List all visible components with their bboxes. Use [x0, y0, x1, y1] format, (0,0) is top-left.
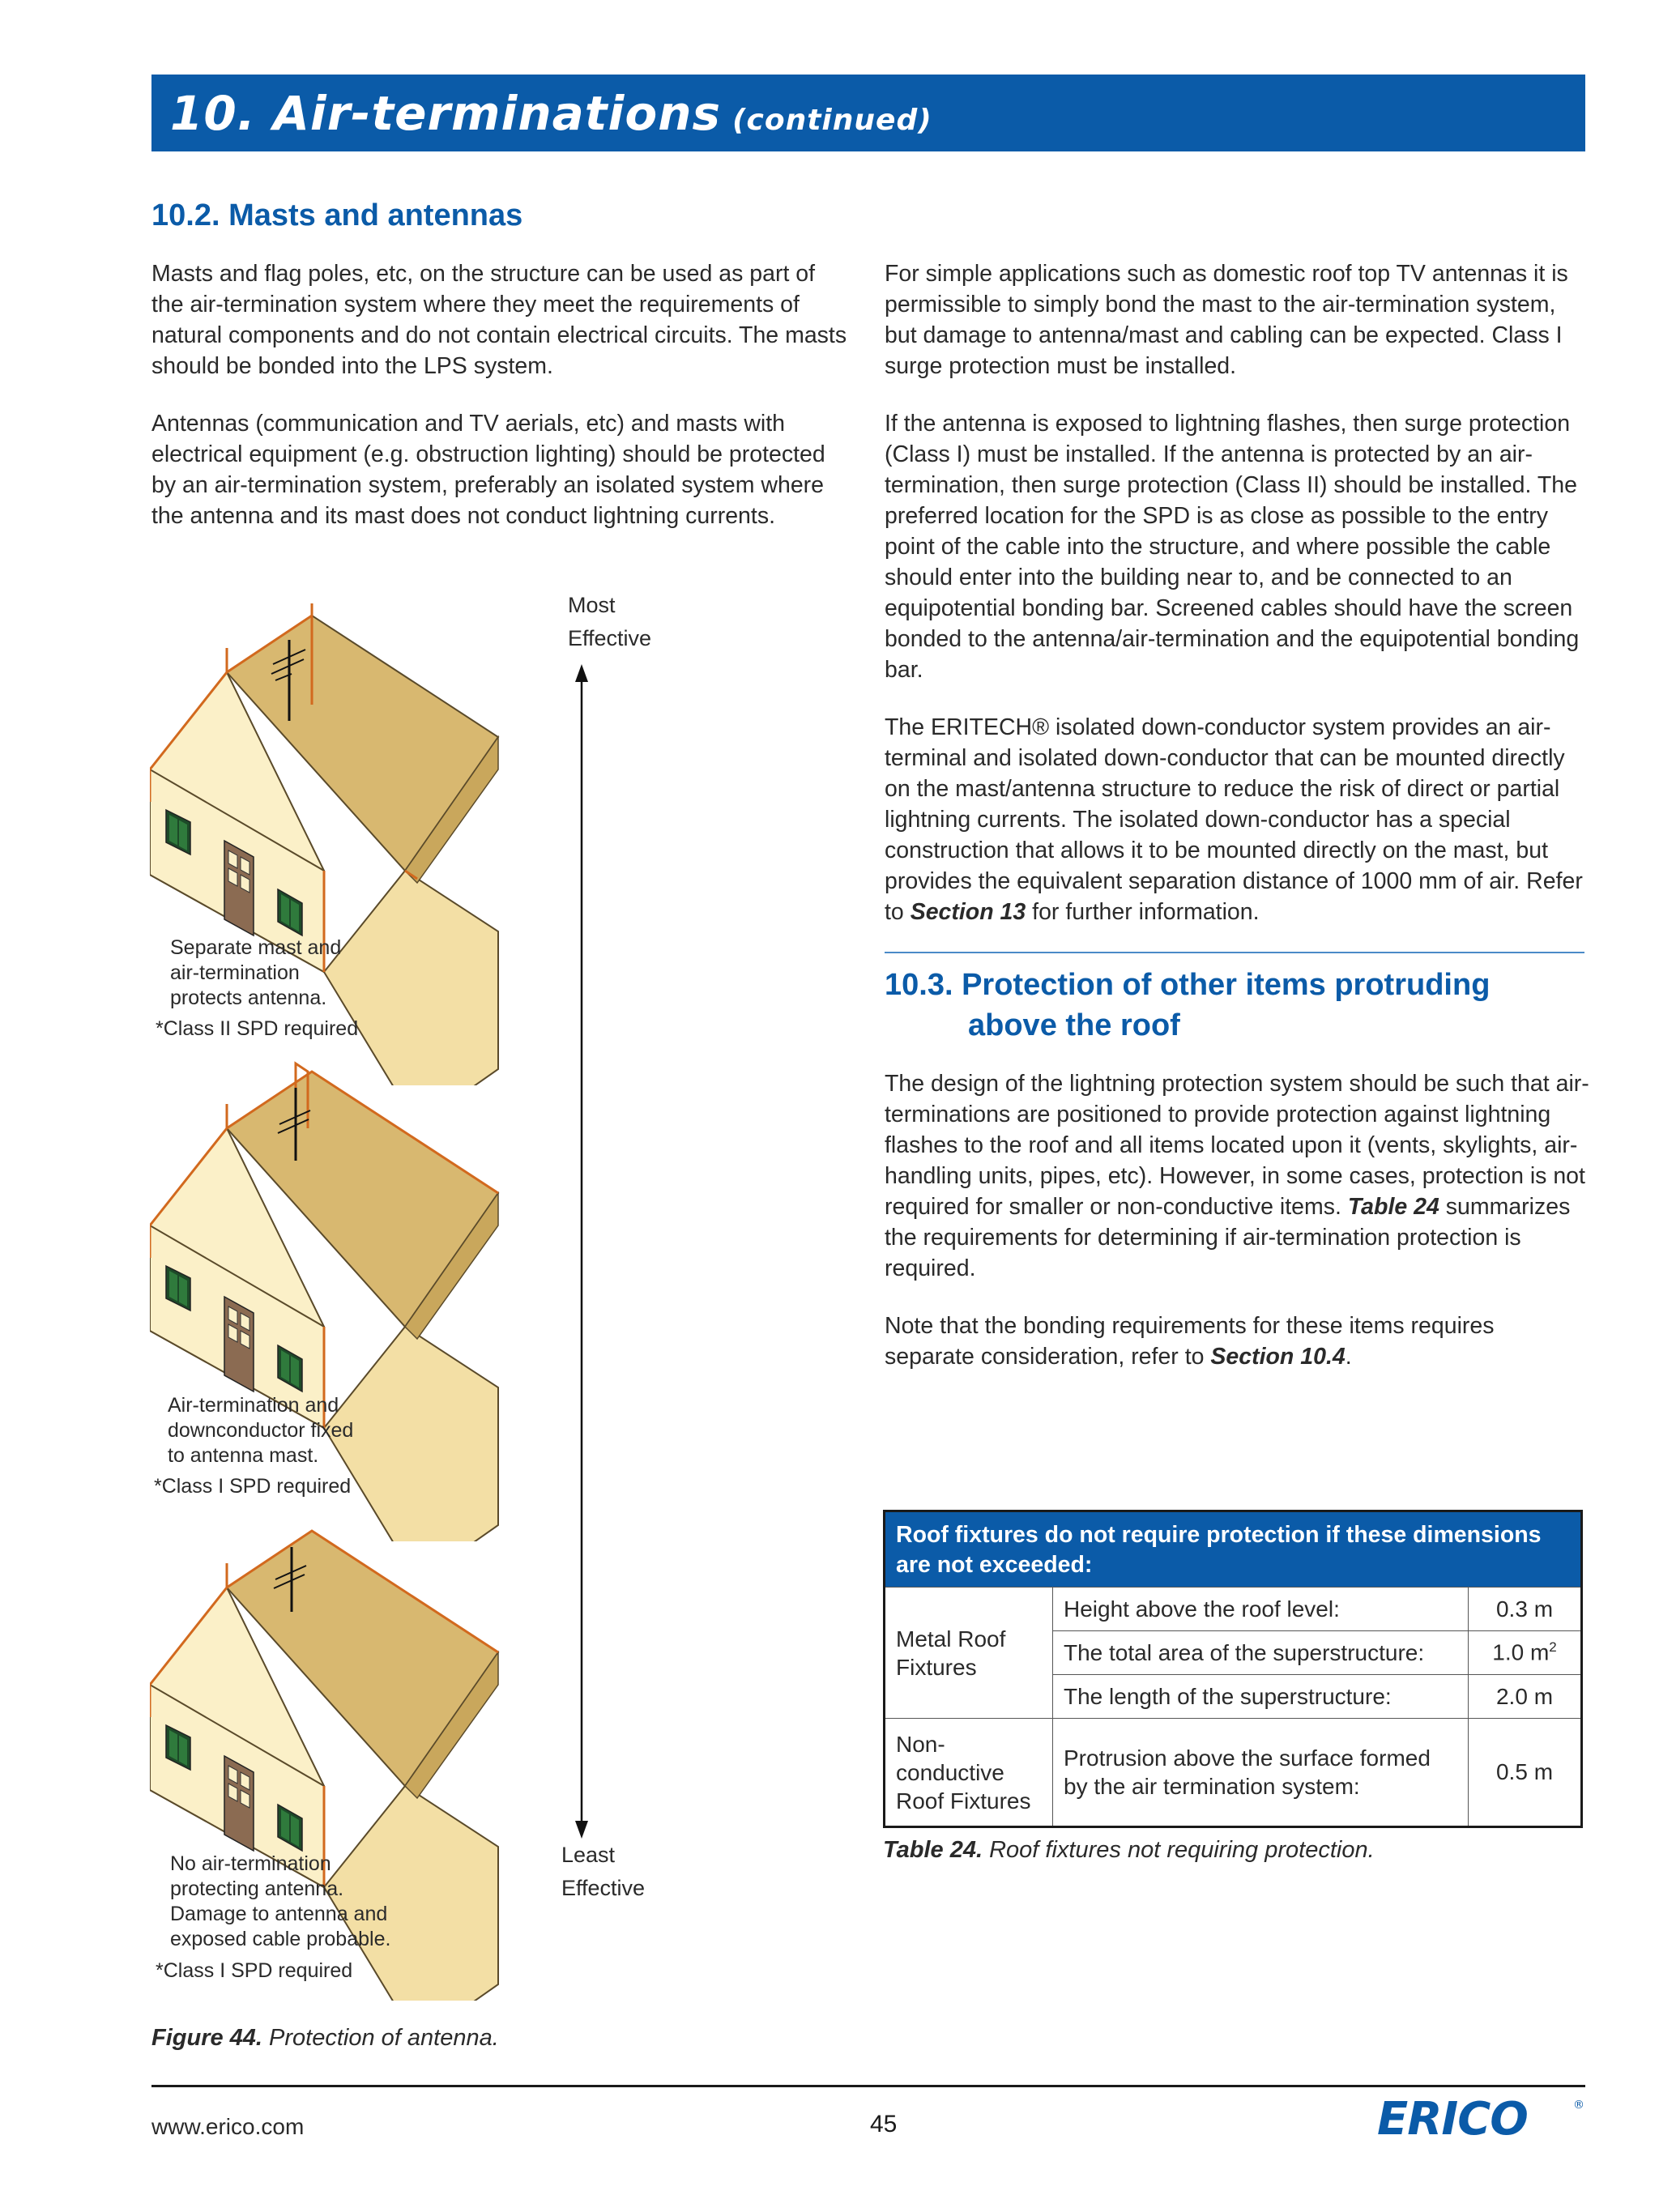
table-cell: The length of the superstructure: — [1053, 1675, 1469, 1719]
table-cell: Protrusion above the surface formed by the air termination system: — [1053, 1719, 1469, 1827]
erico-logo — [1377, 2094, 1588, 2142]
section-heading-10-2: 10.2. Masts and antennas — [151, 198, 523, 232]
metal-roof-fixtures-label: Metal Roof Fixtures — [885, 1588, 1053, 1719]
section-13-reference: Section 13 — [910, 899, 1026, 925]
section-divider — [885, 952, 1584, 953]
table-header: Roof fixtures do not require protection if these dimensions are not exceeded: — [885, 1511, 1582, 1588]
section-heading-10-3: 10.3. Protection of other items protruding above the roof — [885, 968, 1491, 1042]
table-cell: Height above the roof level: — [1053, 1588, 1469, 1631]
paragraph: Note that the bonding requirements for these items requires separate consideration, refer to Section 10.4. — [885, 1313, 1495, 1370]
section-10-3-text — [885, 1068, 1589, 1372]
paragraph: For simple applications such as domestic roof top TV antennas it is permissible to simply bond the mast to the air-termination system, but damage to antenna/mast and cabling can be expected. Class I surge protection must be installed. — [885, 261, 1568, 379]
table-cell: 1.0 $m^2$ — [1469, 1631, 1582, 1675]
left-column-text — [151, 258, 848, 531]
scale-top-label: Most Effective — [568, 593, 652, 650]
table-cell: 0.5 m — [1469, 1719, 1582, 1827]
table-24-reference: Table 24 — [1347, 1194, 1439, 1220]
house-separate-mast-illustration — [150, 599, 506, 1085]
house-3-spd-note: *Class I SPD required — [156, 1959, 353, 1982]
table-row — [885, 1588, 1582, 1631]
house-1-caption: Separate mast and air-termination protects antenna. — [170, 936, 342, 1009]
svg-text:®: ® — [1573, 2099, 1584, 2112]
house-2-caption: Air-termination and downconductor fixed to antenna mast. — [168, 1394, 354, 1467]
section-10-4-reference: Section 10.4 — [1210, 1344, 1346, 1370]
effectiveness-arrow — [567, 664, 599, 1839]
page-number: 45 — [870, 2111, 898, 2137]
footer-url[interactable]: www.erico.com — [151, 2114, 305, 2139]
footer-rule — [151, 2085, 1585, 2087]
table-cell: 0.3 m — [1469, 1588, 1582, 1631]
table-cell: 2.0 m — [1469, 1675, 1582, 1719]
figure-caption: Figure 44. Protection of antenna. — [151, 2025, 499, 2051]
house-3-caption: No air-termination protecting antenna. Damage to antenna and exposed cable probable. — [170, 1852, 391, 1950]
right-column-text — [885, 258, 1589, 927]
paragraph: If the antenna is exposed to lightning flashes, then surge protection (Class I) must be installed. If the antenna is protected by an air-termination, then surge protection (Class II) should be installed. The preferred location for the SPD is as close as possible to the entry point of the cable into the structure, and where possible the cable should enter into the building near to, and be connected to an equipotential bonding bar. Screened cables should have the screen bonded to the antenna/air-termination and the equipotential bonding bar. — [885, 411, 1580, 683]
table-cell: The total area of the superstructure: — [1053, 1631, 1469, 1675]
house-1-spd-note: *Class II SPD required — [156, 1017, 359, 1040]
page-title: 10. Air-terminations (continued) — [170, 86, 932, 141]
paragraph: The ERITECH® isolated down-conductor system provides an air-terminal and isolated down-conductor that can be mounted directly on the mast/antenna structure to reduce the risk of direct or partial lightning currents. The isolated down-conductor has a special construction that allows it to be mounted directly on the mast, but provides the equivalent separation distance of 1000 mm of air. Refer to Section 13 for further information. — [885, 714, 1583, 925]
svg-text:ERICO: ERICO — [1377, 2094, 1528, 2142]
house-2-spd-note: *Class I SPD required — [154, 1475, 352, 1498]
paragraph: Antennas (communication and TV aerials, etc) and masts with electrical equipment (e.g. obstruction lighting) should be protected by an air-termination system, preferably an isolated system where the antenna and its mast does not conduct lightning currents. — [151, 411, 825, 529]
nonconductive-roof-fixtures-label: Non-conductive Roof Fixtures — [885, 1719, 1053, 1827]
table-row — [885, 1719, 1582, 1827]
house-fixed-mast-illustration — [150, 1055, 506, 1541]
roof-fixtures-table — [883, 1510, 1583, 1828]
paragraph: Masts and flag poles, etc, on the structure can be used as part of the air-termination system where they meet the requirements of natural components and do not contain electrical circuits. The masts should be bonded into the LPS system. — [151, 261, 847, 379]
scale-bottom-label: Least Effective — [561, 1843, 646, 1900]
table-caption: Table 24. Roof fixtures not requiring protection. — [883, 1837, 1375, 1863]
paragraph: The design of the lightning protection system should be such that air-terminations are positioned to provide protection against lightning flashes to the roof and all items located upon it (vents, skylights, air-handling units, pipes, etc). However, in some cases, protection is not required for smaller or non-conductive items. Table 24 summarizes the requirements for determining if air-termination protection is required. — [885, 1071, 1589, 1281]
